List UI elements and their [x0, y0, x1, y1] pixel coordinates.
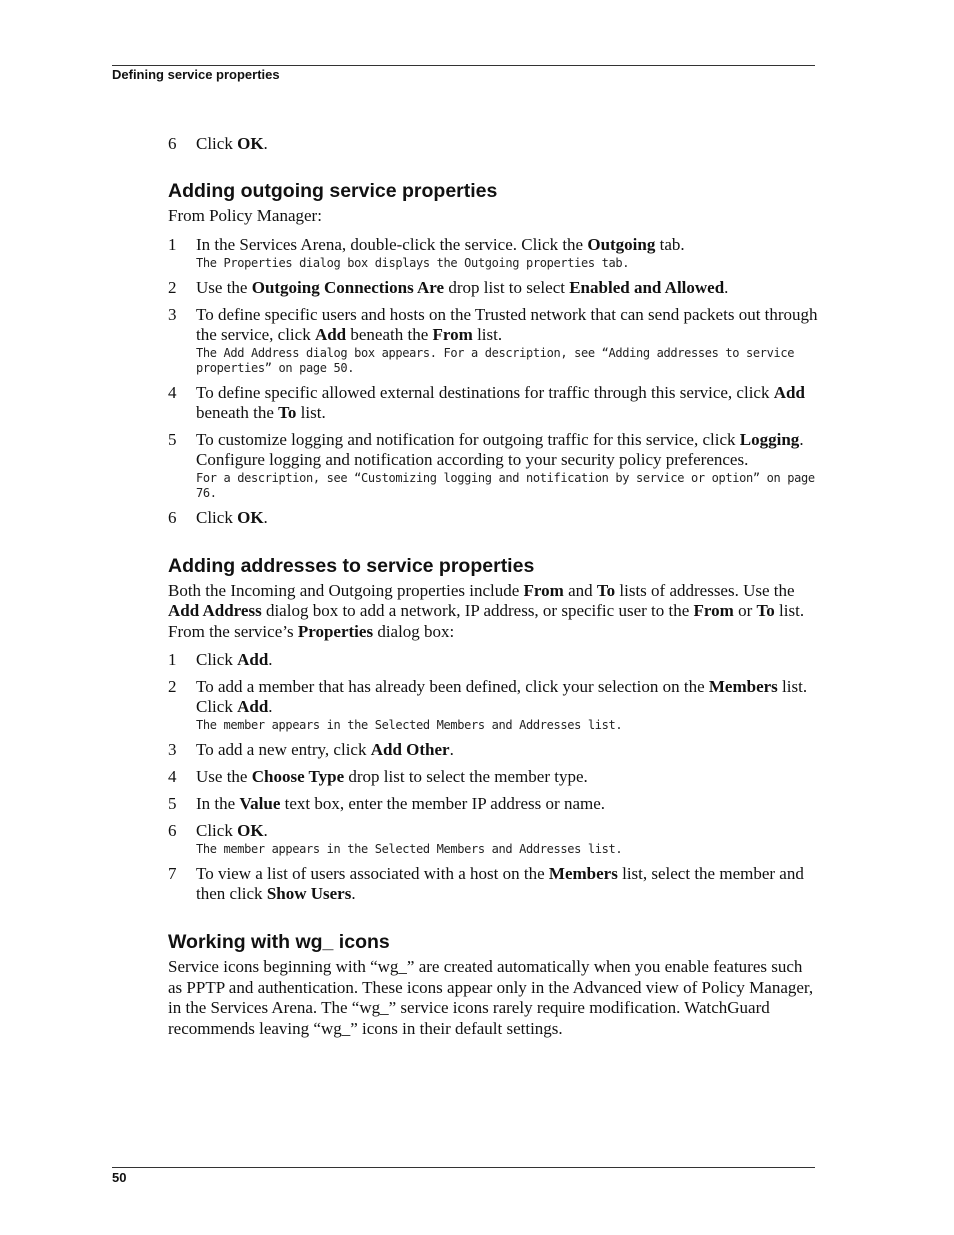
- address-step-2: 2 To add a member that has already been defined, click your selection on the Members list. Click Add. The member appears in the Selected Members and Addresses list.: [168, 677, 818, 733]
- section-heading-wg-icons: Working with wg_ icons: [168, 931, 390, 953]
- section-heading-addresses: Adding addresses to service properties: [168, 554, 535, 577]
- page-content: [168, 134, 818, 1046]
- address-step-4: 4 Use the Choose Type drop list to select the member type.: [168, 767, 588, 786]
- outgoing-step-1: 1 In the Services Arena, double-click the service. Click the Outgoing tab. The Properties dialog box displays the Outgoing properties tab.: [168, 235, 818, 271]
- address-step-3: 3 To add a new entry, click Add Other.: [168, 740, 454, 759]
- step-note: The member appears in the Selected Members and Addresses list.: [196, 842, 623, 856]
- page-number: 50: [112, 1170, 127, 1185]
- intro-step: 6 Click OK.: [168, 134, 268, 153]
- step-note: The Add Address dialog box appears. For a description, see “Adding addresses to service properties” on page 50.: [196, 345, 795, 375]
- outgoing-step-5: 5 To customize logging and notification for outgoing traffic for this service, click Logging. Configure logging and notification according to your security policy preferences. For a description, see “Customizing logging and notification by service or option” on page 76.: [168, 430, 818, 501]
- section-heading-outgoing: Adding outgoing service properties: [168, 180, 498, 202]
- footer-rule: [112, 1167, 815, 1168]
- running-header: Defining service properties: [112, 67, 280, 82]
- section-lead-addresses: Both the Incoming and Outgoing properties include From and To lists of addresses. Use the Add Address dialog box to add a network, IP address, or specific user to the From or To list. From the service’s Properties dialog box:: [168, 580, 805, 641]
- outgoing-step-6: 6 Click OK.: [168, 507, 268, 527]
- section-lead-outgoing: From Policy Manager:: [168, 206, 322, 225]
- outgoing-step-2: 2 Use the Outgoing Connections Are drop list to select Enabled and Allowed.: [168, 277, 729, 297]
- address-step-6: 6 Click OK. The member appears in the Selected Members and Addresses list.: [168, 821, 818, 857]
- outgoing-step-3: 3 To define specific users and hosts on the Trusted network that can send packets out through the service, click Add beneath the From list. The Add Address dialog box appears. For a description, see “Adding addresses to service properties” on page 50.: [168, 304, 818, 375]
- step-note: For a description, see “Customizing logging and notification by service or option” on page 76.: [196, 470, 815, 500]
- address-step-7: 7 To view a list of users associated with a host on the Members list, select the member and then click Show Users.: [168, 864, 804, 903]
- address-step-1: 1 Click Add.: [168, 650, 273, 669]
- section-body-wg-icons: Service icons beginning with “wg_” are created automatically when you enable features such as PPTP and authentication. These icons appear only in the Advanced view of Policy Manager, in the Services Arena. The “wg_” service icons rarely require modification. WatchGuard recommends leaving “wg_” icons in their default settings.: [168, 957, 814, 1038]
- address-step-5: 5 In the Value text box, enter the member IP address or name.: [168, 794, 606, 813]
- step-note: The member appears in the Selected Members and Addresses list.: [196, 718, 623, 732]
- outgoing-step-4: 4 To define specific allowed external destinations for traffic through this service, click Add beneath the To list.: [168, 382, 805, 422]
- step-note: The Properties dialog box displays the Outgoing properties tab.: [196, 255, 630, 270]
- header-rule: [112, 65, 815, 66]
